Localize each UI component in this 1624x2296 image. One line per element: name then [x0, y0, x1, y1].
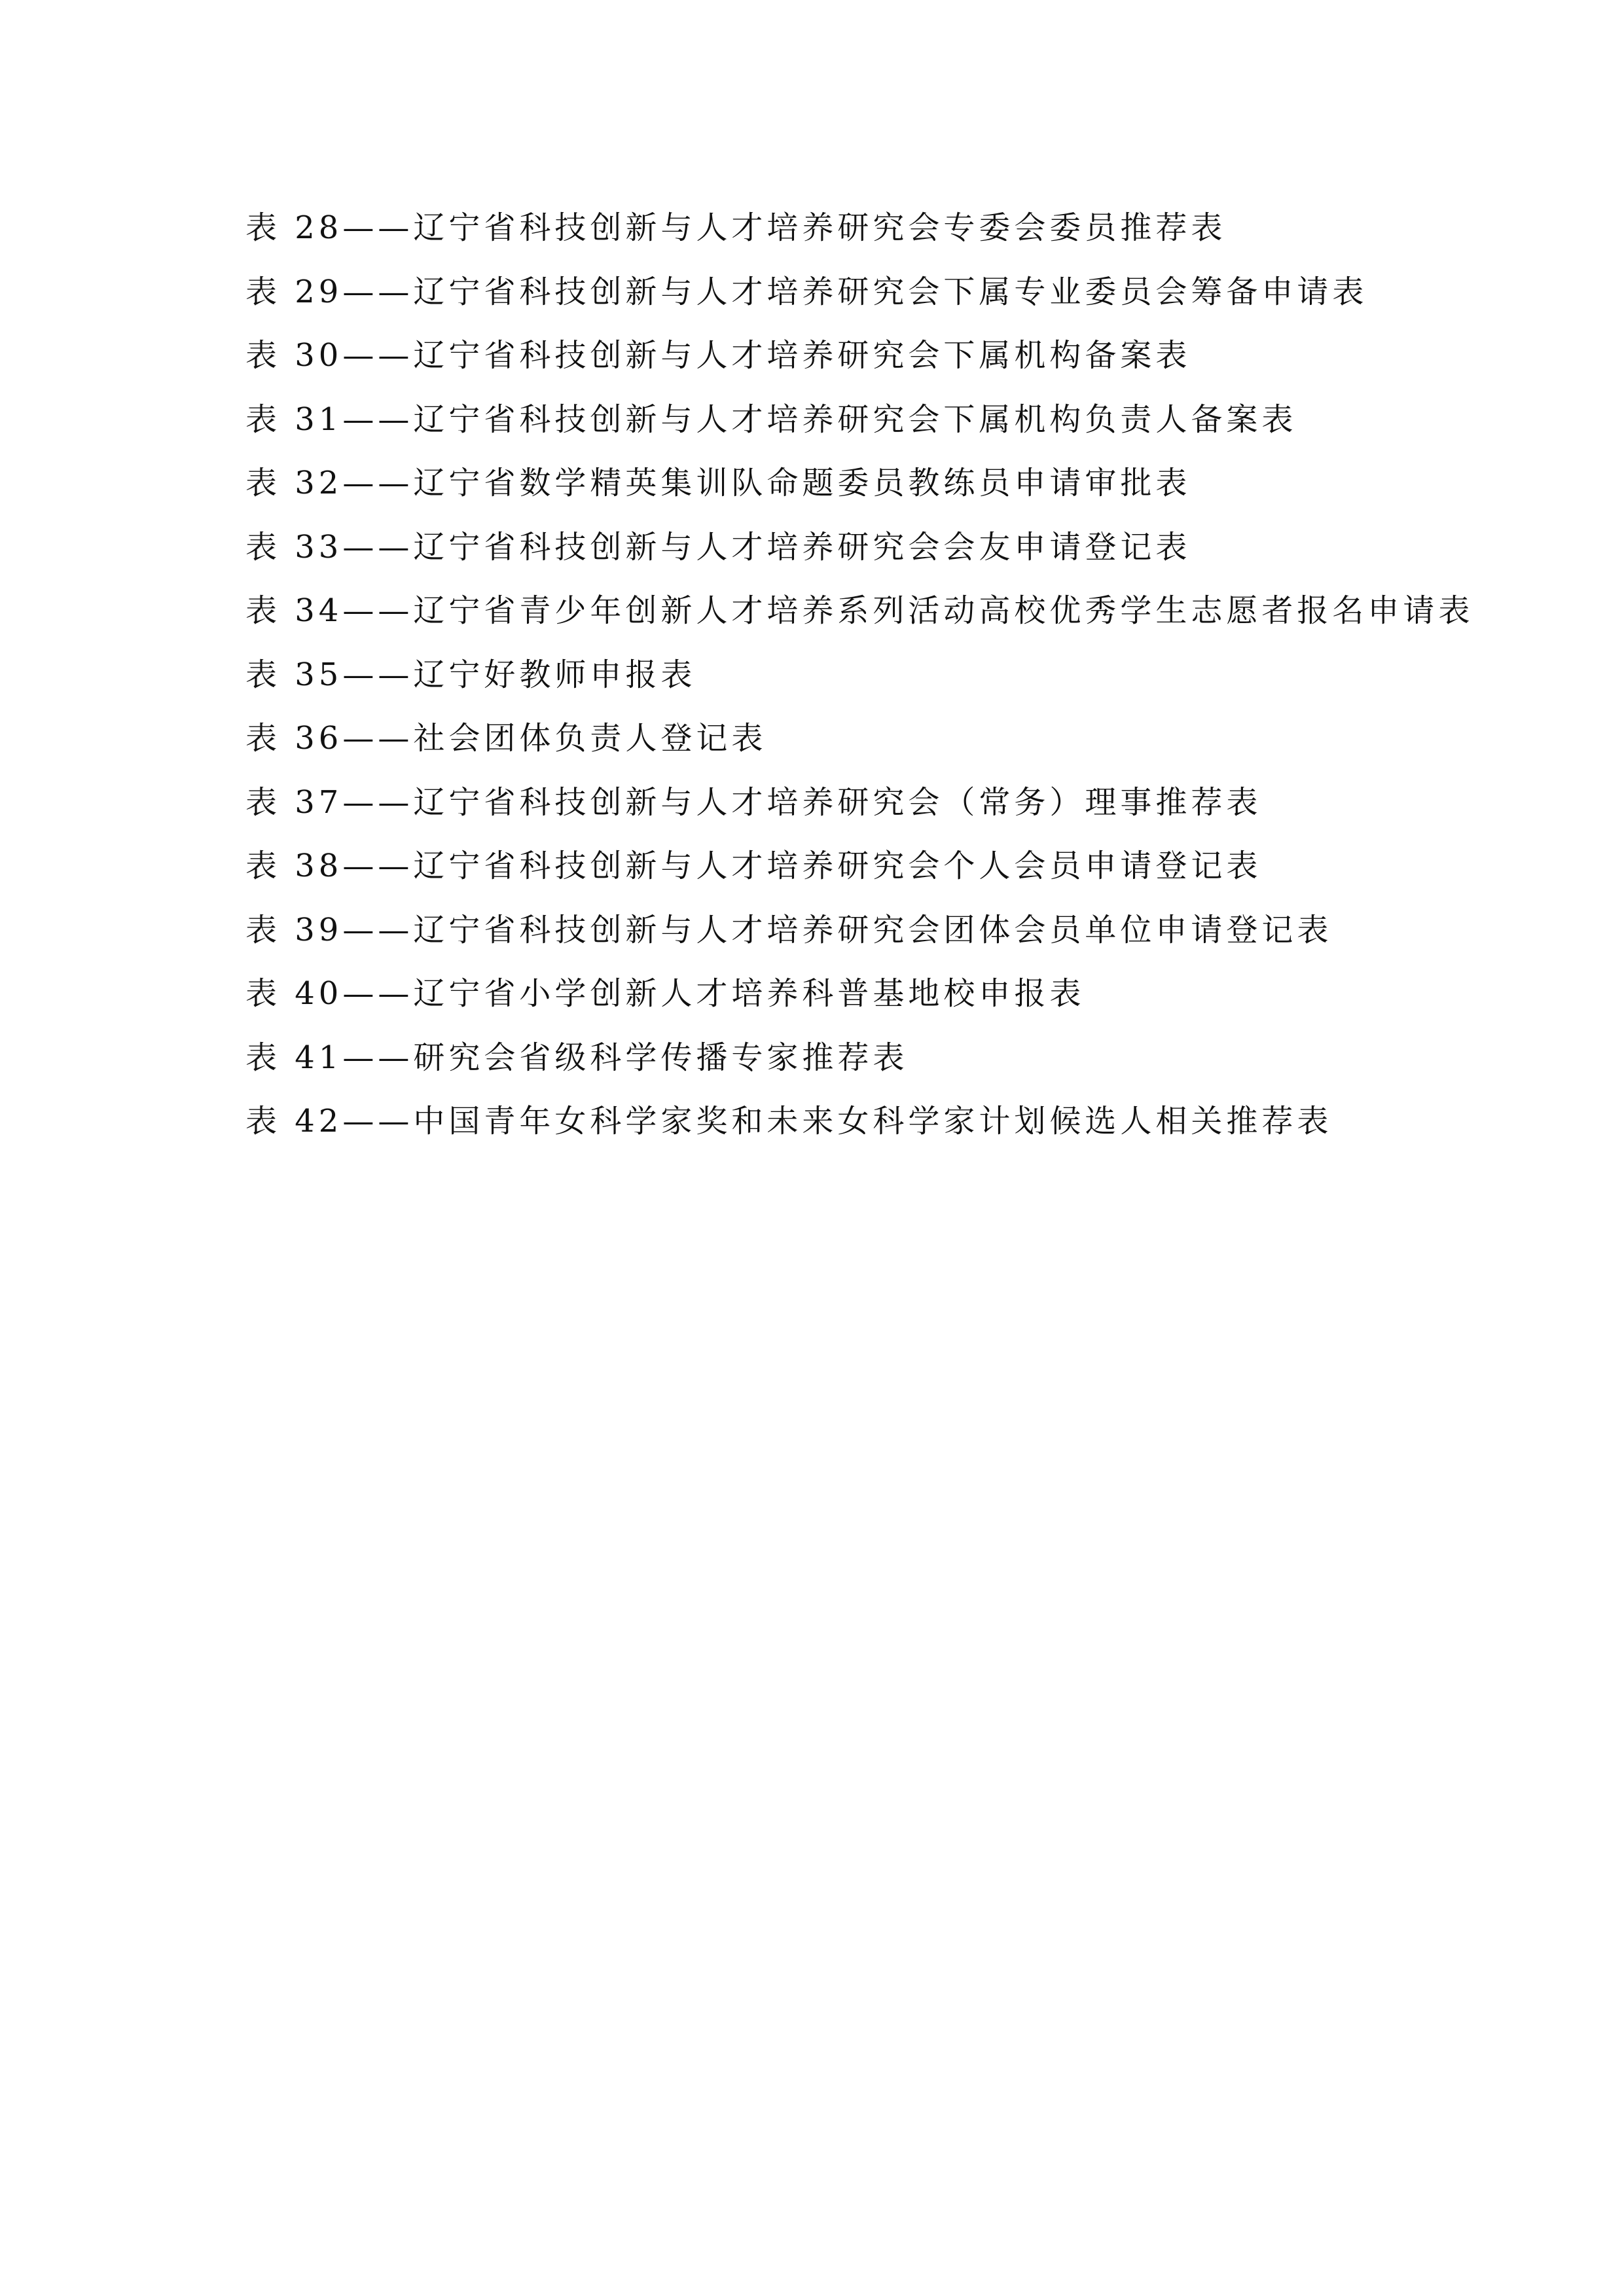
form-item-30: 表 30——辽宁省科技创新与人才培养研究会下属机构备案表 — [245, 337, 1191, 374]
form-list — [245, 208, 1489, 1166]
form-item-42: 表 42——中国青年女科学家奖和未来女科学家计划候选人相关推荐表 — [245, 1103, 1333, 1139]
form-item-29: 表 29——辽宁省科技创新与人才培养研究会下属专业委员会筹备申请表 — [245, 273, 1368, 310]
form-item-31: 表 31——辽宁省科技创新与人才培养研究会下属机构负责人备案表 — [245, 401, 1297, 438]
form-item-32: 表 32——辽宁省数学精英集训队命题委员教练员申请审批表 — [245, 465, 1191, 501]
form-item-34: 表 34——辽宁省青少年创新人才培养系列活动高校优秀学生志愿者报名申请表 — [245, 592, 1474, 629]
form-item-37: 表 37——辽宁省科技创新与人才培养研究会（常务）理事推荐表 — [245, 783, 1262, 821]
form-item-41: 表 41——研究会省级科学传播专家推荐表 — [245, 1039, 909, 1076]
form-item-33: 表 33——辽宁省科技创新与人才培养研究会会友申请登记表 — [245, 528, 1191, 565]
form-item-36: 表 36——社会团体负责人登记表 — [245, 720, 767, 757]
form-item-38: 表 38——辽宁省科技创新与人才培养研究会个人会员申请登记表 — [245, 848, 1262, 884]
form-item-40: 表 40——辽宁省小学创新人才培养科普基地校申报表 — [245, 975, 1085, 1012]
form-item-28: 表 28——辽宁省科技创新与人才培养研究会专委会委员推荐表 — [245, 209, 1227, 246]
form-item-35: 表 35——辽宁好教师申报表 — [245, 656, 696, 693]
form-item-39: 表 39——辽宁省科技创新与人才培养研究会团体会员单位申请登记表 — [245, 911, 1333, 948]
